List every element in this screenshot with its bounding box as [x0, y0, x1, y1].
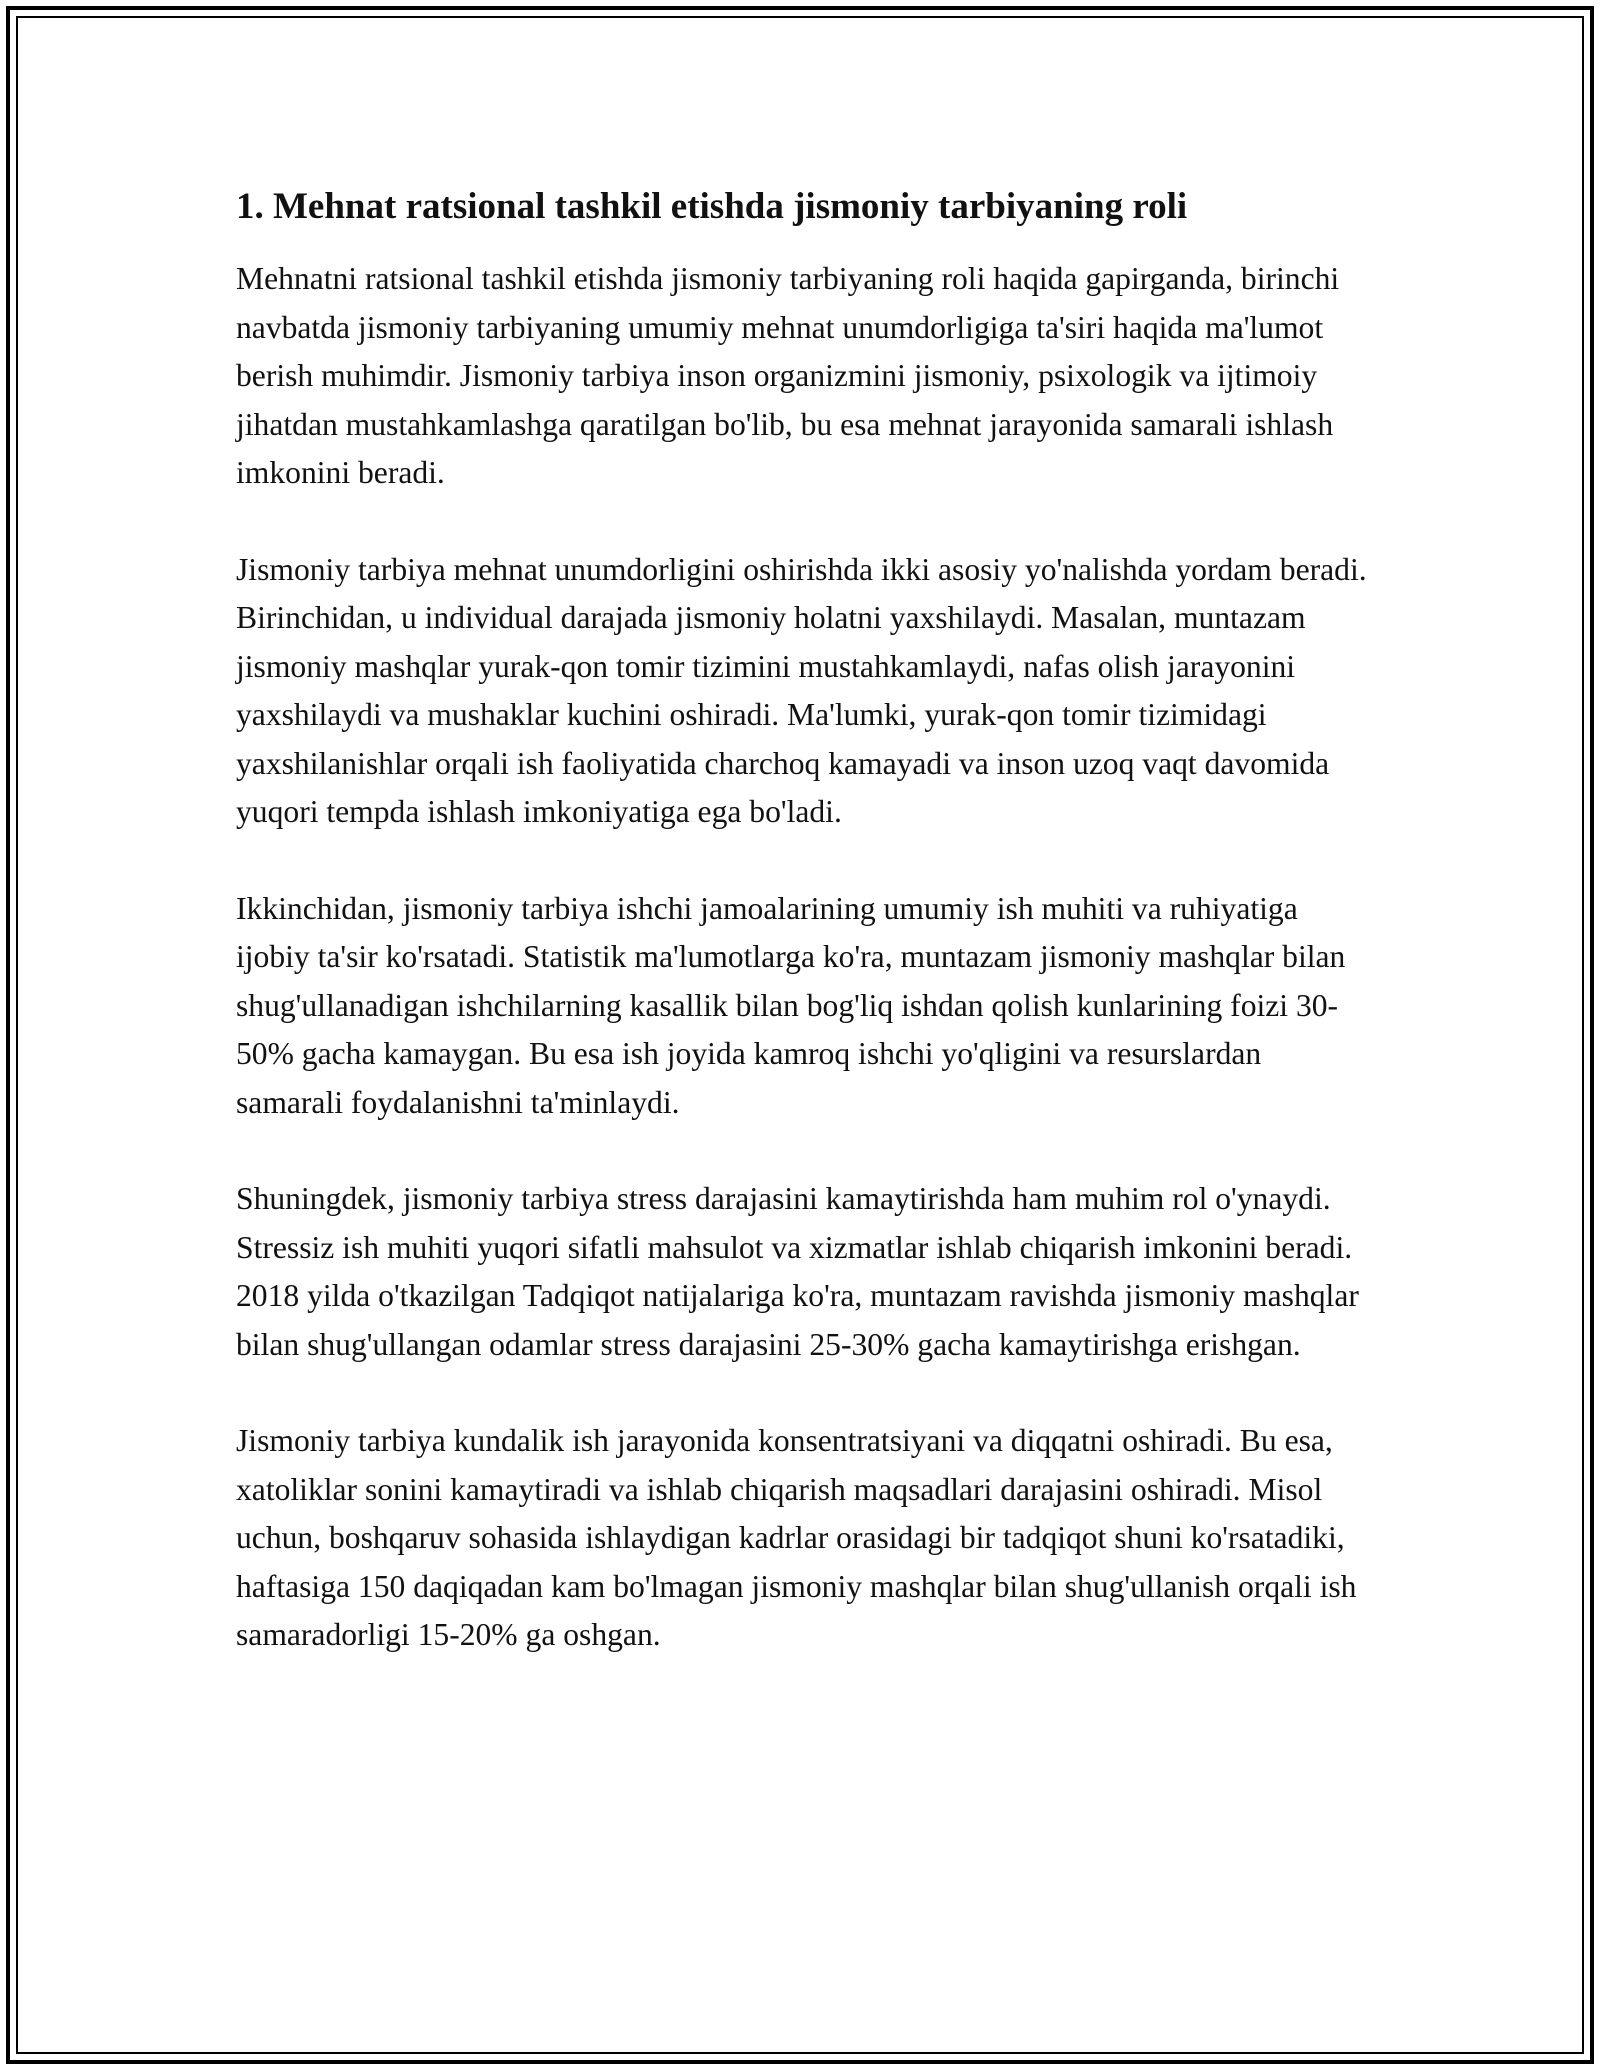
paragraph-1: Mehnatni ratsional tashkil etishda jismoniy tarbiyaning roli haqida gapirganda, birinchi navbatda jismoniy tarbiyaning umumiy mehnat unumdorligiga ta'siri haqida ma'lumot berish muhimdir. Jismoniy tarbiya inson organizmini jismoniy, psixologik va ijtimoiy jihatdan mustahkamlashga qaratilgan bo'lib, bu esa mehnat jarayonida samarali ishlash imkonini beradi.	[236, 261, 1340, 491]
section-heading: 1. Mehnat ratsional tashkil etishda jismoniy tarbiyaning roli	[236, 186, 1188, 227]
paragraph-2: Jismoniy tarbiya mehnat unumdorligini oshirishda ikki asosiy yo'nalishda yordam beradi. Birinchidan, u individual darajada jismoniy holatni yaxshilaydi. Masalan, muntazam jismoniy mashqlar yurak-qon tomir tizimini mustahkamlaydi, nafas olish jarayonini yaxshilaydi va mushaklar kuchini oshiradi. Ma'lumki, yurak-qon tomir tizimidagi yaxshilanishlar orqali ish faoliyatida charchoq kamayadi va inson uzoq vaqt davomida yuqori tempda ishlash imkoniyatiga ega bo'ladi.	[236, 551, 1367, 830]
document-body	[236, 185, 1376, 1660]
paragraph-4: Shuningdek, jismoniy tarbiya stress darajasini kamaytirishda ham muhim rol o'ynaydi. Stressiz ish muhiti yuqori sifatli mahsulot va xizmatlar ishlab chiqarish imkonini beradi. 2018 yilda o'tkazilgan Tadqiqot natijalariga ko'ra, muntazam ravishda jismoniy mashqlar bilan shug'ullangan odamlar stress darajasini 25-30% gacha kamaytirishga erishgan.	[236, 1181, 1359, 1362]
paragraph-3: Ikkinchidan, jismoniy tarbiya ishchi jamoalarining umumiy ish muhiti va ruhiyatiga ijobiy ta'sir ko'rsatadi. Statistik ma'lumotlarga ko'ra, muntazam jismoniy mashqlar bilan shug'ullanadigan ishchilarning kasallik bilan bog'liq ishdan qolish kunlarining foizi 30-50% gacha kamaygan. Bu esa ish joyida kamroq ishchi yo'qligini va resurslardan samarali foydalanishni ta'minlaydi.	[236, 890, 1346, 1120]
paragraph-5: Jismoniy tarbiya kundalik ish jarayonida konsentratsiyani va diqqatni oshiradi. Bu esa, xatoliklar sonini kamaytiradi va ishlab chiqarish maqsadlari darajasini oshiradi. Misol uchun, boshqaruv sohasida ishlaydigan kadrlar orasidagi bir tadqiqot shuni ko'rsatadiki, haftasiga 150 daqiqadan kam bo'lmagan jismoniy mashqlar bilan shug'ullanish orqali ish samaradorligi 15-20% ga oshgan.	[236, 1423, 1357, 1653]
